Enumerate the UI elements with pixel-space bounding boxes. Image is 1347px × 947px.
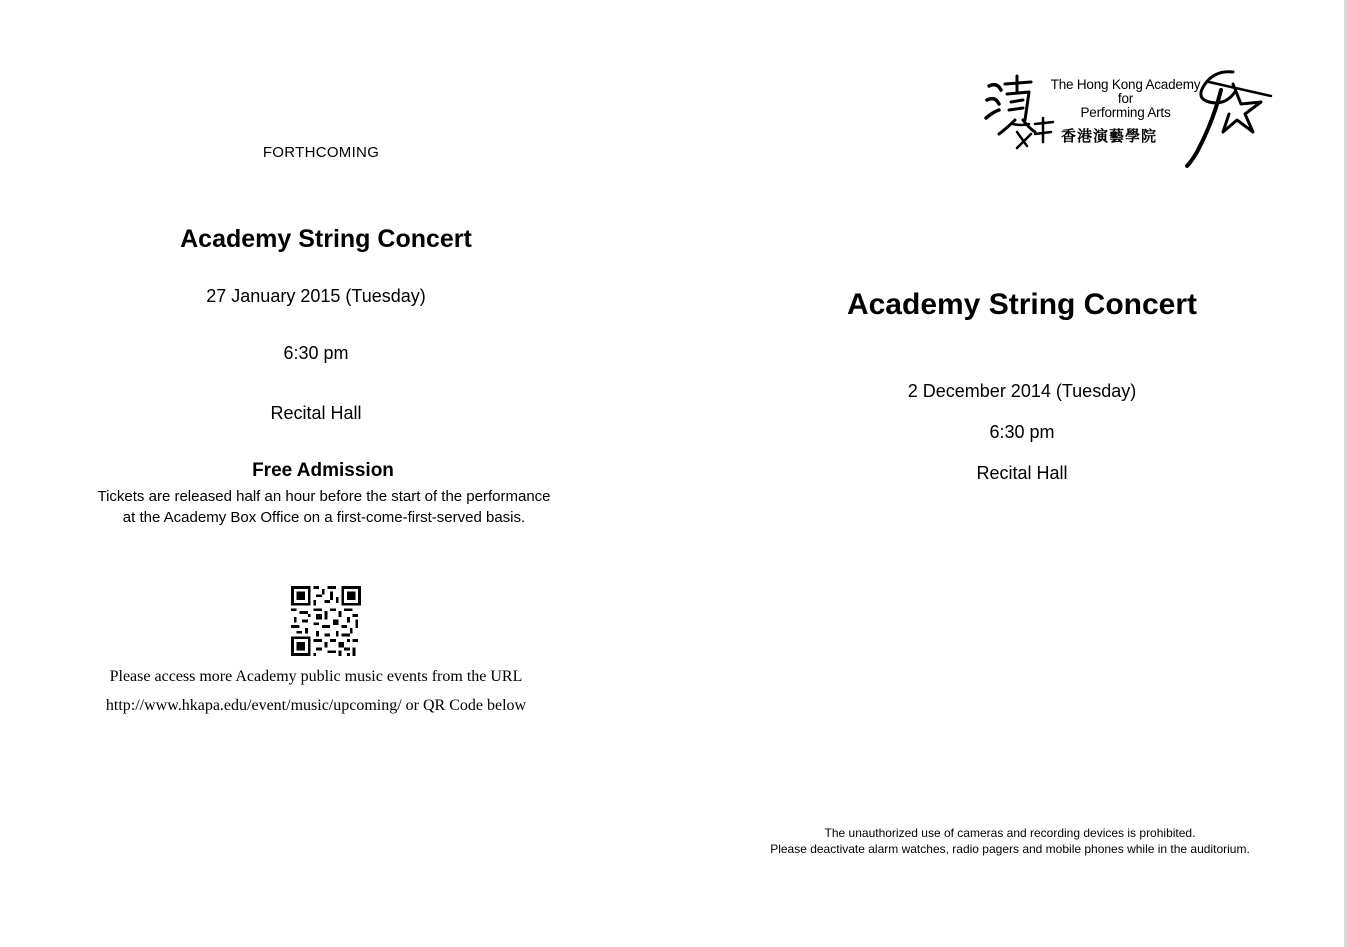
- logo-line-3: Performing Arts: [1080, 105, 1171, 120]
- section-label: FORTHCOMING: [262, 144, 380, 161]
- ticket-info-line-2: at the Academy Box Office on a first-come-first-served basis.: [122, 509, 526, 526]
- forthcoming-concert-title: Academy String Concert: [180, 225, 472, 253]
- notice-line-1: The unauthorized use of cameras and recording devices is prohibited.: [824, 826, 1196, 840]
- concert-date: 2 December 2014 (Tuesday): [907, 381, 1137, 401]
- forthcoming-concert-time: 6:30 pm: [283, 343, 349, 363]
- academy-name-chinese: 香港演藝學院: [1061, 128, 1158, 145]
- qr-code-icon[interactable]: [291, 586, 361, 656]
- admission-heading: Free Admission: [252, 460, 394, 481]
- forthcoming-concert-date: 27 January 2015 (Tuesday): [206, 286, 426, 306]
- concert-time: 6:30 pm: [989, 422, 1055, 442]
- logo-line-2: for: [1117, 91, 1134, 106]
- academy-name-english: [1038, 78, 1213, 120]
- academy-logo: [983, 62, 1278, 172]
- logo-line-1: The Hong Kong Academy: [1050, 77, 1201, 92]
- auditorium-notice: [730, 825, 1290, 857]
- more-events-info: [36, 662, 596, 720]
- more-events-line-1: Please access more Academy public music events from the URL: [109, 668, 523, 685]
- notice-line-2: Please deactivate alarm watches, radio pagers and mobile phones while in the auditorium.: [770, 842, 1250, 856]
- more-events-url[interactable]: http://www.hkapa.edu/event/music/upcoming/ or QR Code below: [105, 697, 527, 714]
- concert-venue: Recital Hall: [976, 463, 1068, 483]
- concert-title: Academy String Concert: [846, 288, 1198, 321]
- forthcoming-concert-venue: Recital Hall: [270, 403, 362, 423]
- ticket-info: [48, 486, 600, 528]
- ticket-info-line-1: Tickets are released half an hour before the start of the performance: [97, 488, 551, 505]
